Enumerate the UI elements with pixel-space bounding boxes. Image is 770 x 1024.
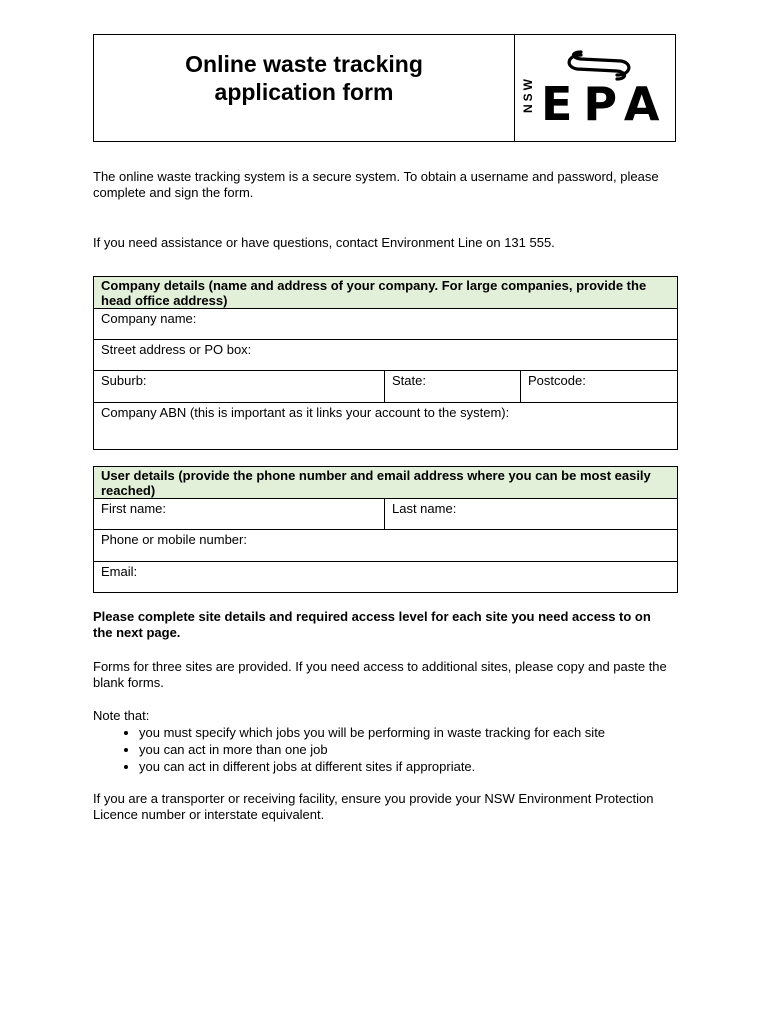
form-title (94, 35, 515, 141)
suburb-label: Suburb: (101, 373, 147, 388)
notes-list (93, 724, 673, 775)
form-header (93, 34, 676, 142)
state-field[interactable] (385, 371, 521, 403)
first-name-field[interactable] (94, 499, 385, 530)
state-label: State: (392, 373, 426, 388)
logo-epa-text: EPA (541, 77, 671, 131)
company-name-field[interactable] (94, 309, 678, 340)
company-details-header: Company details (name and address of your company. For large companies, provide the head office address) (94, 277, 678, 309)
assistance-paragraph: If you need assistance or have questions, contact Environment Line on 131 555. (93, 235, 555, 250)
list-item: • you can act in different jobs at different sites if appropriate. (139, 758, 673, 775)
company-details-table (93, 276, 678, 450)
postcode-field[interactable] (521, 371, 678, 403)
note-label: Note that: (93, 708, 150, 723)
form-title-line-2: application form (214, 79, 394, 105)
logo-nsw-text: NSW (521, 76, 535, 113)
email-field[interactable] (94, 562, 678, 593)
form-title-line-1: Online waste tracking (185, 51, 423, 77)
company-name-label: Company name: (101, 311, 197, 326)
site-details-instruction: Please complete site details and required access level for each site you need access to on the next page. (93, 609, 651, 640)
street-address-label: Street address or PO box: (101, 342, 252, 357)
phone-label: Phone or mobile number: (101, 532, 247, 547)
user-details-header: User details (provide the phone number and email address where you can be most easily reached) (94, 467, 678, 499)
nsw-epa-logo (515, 35, 675, 141)
user-details-table (93, 466, 678, 593)
last-name-field[interactable] (385, 499, 678, 530)
notes-section (93, 708, 673, 775)
company-abn-label: Company ABN (this is important as it links your account to the system): (101, 405, 510, 420)
postcode-label: Postcode: (528, 373, 586, 388)
email-label: Email: (101, 564, 138, 579)
list-item: • you can act in more than one job (139, 741, 673, 758)
first-name-label: First name: (101, 501, 167, 516)
intro-paragraph: The online waste tracking system is a secure system. To obtain a username and password, please complete and sign the form. (93, 169, 659, 200)
licence-paragraph: If you are a transporter or receiving facility, ensure you provide your NSW Environment Protection Licence number or interstate equivalent. (93, 791, 654, 822)
list-item: • you must specify which jobs you will be performing in waste tracking for each site (139, 724, 673, 741)
street-address-field[interactable] (94, 340, 678, 371)
company-abn-field[interactable] (94, 403, 678, 450)
phone-field[interactable] (94, 530, 678, 562)
forms-paragraph: Forms for three sites are provided. If you need access to additional sites, please copy and paste the blank forms. (93, 659, 667, 690)
suburb-field[interactable] (94, 371, 385, 403)
last-name-label: Last name: (392, 501, 457, 516)
